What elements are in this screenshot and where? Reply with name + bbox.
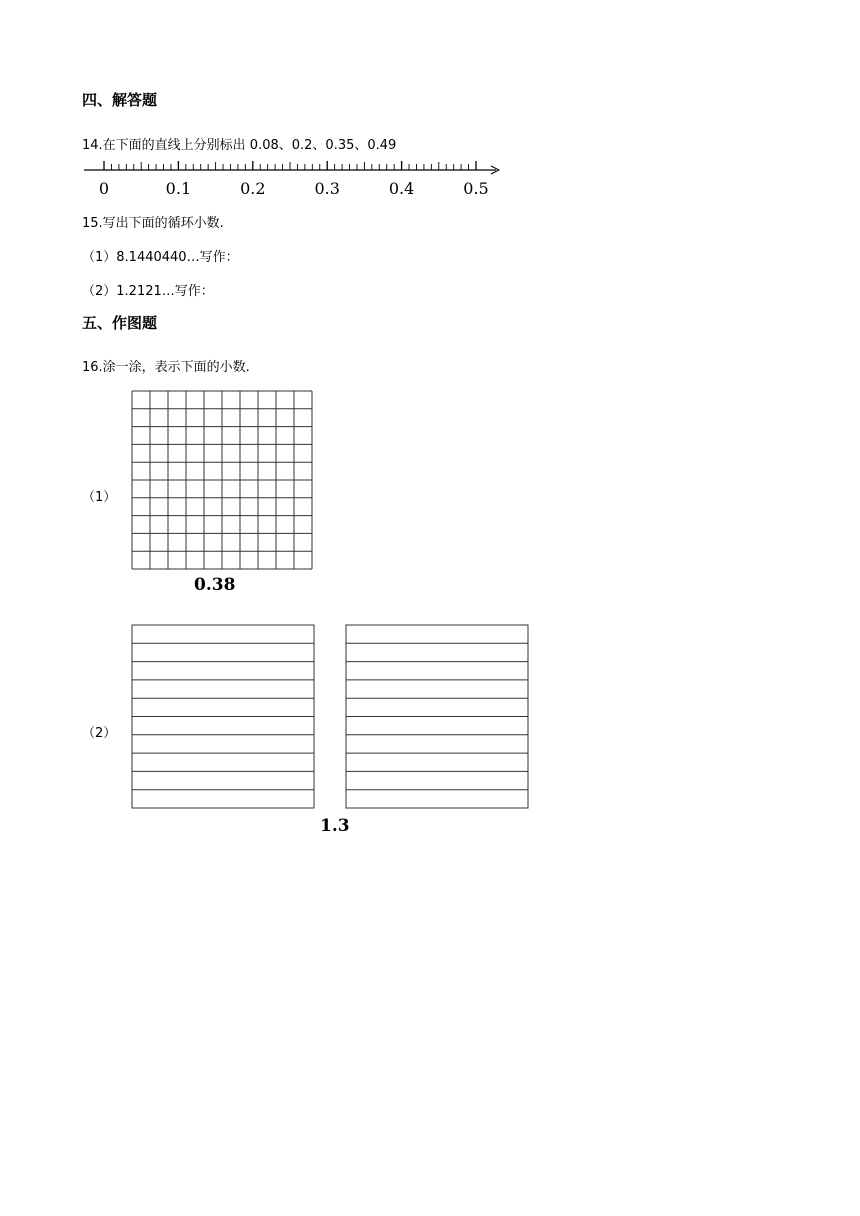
number-line-label: 0.1 (165, 179, 192, 198)
strip-rectangle-right (346, 625, 528, 808)
number-line-ticks (104, 161, 476, 170)
question-15-item-1: （1）8.1440440…写作： (82, 250, 239, 265)
part-1-caption: 0.38 (194, 575, 236, 595)
number-line-label: 0.4 (388, 179, 415, 198)
hundred-grid (130, 389, 314, 571)
number-line-label: 0.2 (240, 179, 266, 198)
strip-rectangles (130, 623, 532, 811)
number-line-label: 0.5 (463, 179, 489, 198)
question-16-text: 16.涂一涂，表示下面的小数. (82, 360, 250, 375)
hundred-grid-lines (132, 391, 312, 569)
question-15-text: 15.写出下面的循环小数. (82, 216, 224, 231)
number-line-label: 0 (98, 179, 110, 198)
number-line (80, 158, 505, 202)
question-14-text: 14.在下面的直线上分别标出 0.08、0.2、0.35、0.49 (82, 138, 397, 153)
number-line-label: 0.3 (314, 179, 340, 198)
question-16-part-1-label: （1） (82, 490, 117, 505)
question-15-item-2: （2）1.2121…写作： (82, 284, 214, 299)
strip-rectangle-left (132, 625, 314, 808)
section-heading-4: 四、解答题 (82, 91, 158, 109)
section-heading-5: 五、作图题 (82, 314, 158, 332)
number-line-labels (99, 179, 489, 198)
question-16-part-2-label: （2） (82, 726, 117, 741)
part-2-caption: 1.3 (320, 816, 350, 836)
